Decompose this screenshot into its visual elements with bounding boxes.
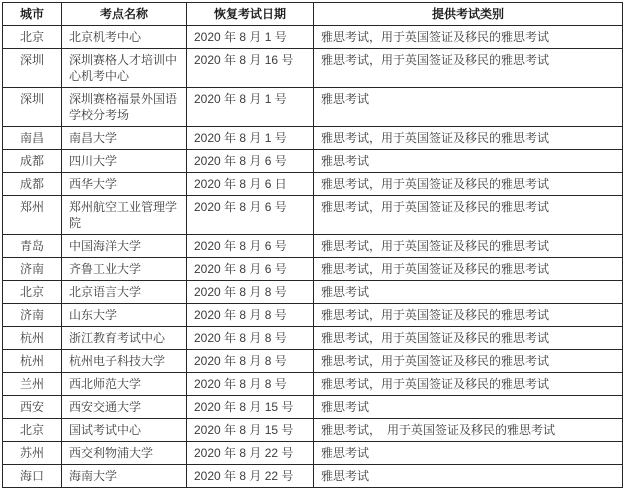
cell-exam-category: 雅思考试， 用于英国签证及移民的雅思考试	[314, 419, 623, 442]
cell-resume-date: 2020 年 8 月 15 号	[187, 396, 314, 419]
table-row	[3, 235, 623, 258]
cell-resume-date: 2020 年 8 月 1 号	[187, 26, 314, 49]
table-row	[3, 327, 623, 350]
cell-exam-category: 雅思考试，用于英国签证及移民的雅思考试	[314, 26, 623, 49]
cell-center-name: 郑州航空工业管理学院	[62, 196, 187, 235]
cell-exam-category: 雅思考试	[314, 150, 623, 173]
table-row	[3, 373, 623, 396]
cell-exam-category: 雅思考试	[314, 442, 623, 465]
cell-exam-category: 雅思考试，用于英国签证及移民的雅思考试	[314, 196, 623, 235]
cell-resume-date: 2020 年 8 月 1 号	[187, 127, 314, 150]
cell-exam-category: 雅思考试，用于英国签证及移民的雅思考试	[314, 173, 623, 196]
cell-resume-date: 2020 年 8 月 1 号	[187, 88, 314, 127]
cell-city: 兰州	[3, 373, 62, 396]
table-row	[3, 419, 623, 442]
cell-city: 深圳	[3, 49, 62, 88]
cell-center-name: 中国海洋大学	[62, 235, 187, 258]
cell-resume-date: 2020 年 8 月 6 号	[187, 196, 314, 235]
cell-resume-date: 2020 年 8 月 6 号	[187, 235, 314, 258]
cell-exam-category: 雅思考试	[314, 465, 623, 488]
cell-center-name: 西交利物浦大学	[62, 442, 187, 465]
cell-center-name: 西华大学	[62, 173, 187, 196]
cell-resume-date: 2020 年 8 月 15 号	[187, 419, 314, 442]
table-row	[3, 442, 623, 465]
cell-resume-date: 2020 年 8 月 8 号	[187, 350, 314, 373]
cell-center-name: 深圳赛格人才培训中心机考中心	[62, 49, 187, 88]
cell-city: 深圳	[3, 88, 62, 127]
table-row	[3, 396, 623, 419]
cell-city: 北京	[3, 419, 62, 442]
cell-exam-category: 雅思考试，用于英国签证及移民的雅思考试	[314, 327, 623, 350]
table-row	[3, 88, 623, 127]
cell-city: 青岛	[3, 235, 62, 258]
cell-center-name: 南昌大学	[62, 127, 187, 150]
cell-resume-date: 2020 年 8 月 8 号	[187, 281, 314, 304]
cell-city: 北京	[3, 281, 62, 304]
cell-city: 成都	[3, 173, 62, 196]
cell-city: 济南	[3, 258, 62, 281]
cell-center-name: 北京语言大学	[62, 281, 187, 304]
column-header-city: 城市	[3, 3, 62, 26]
cell-city: 郑州	[3, 196, 62, 235]
cell-resume-date: 2020 年 8 月 6 日	[187, 173, 314, 196]
cell-center-name: 海南大学	[62, 465, 187, 488]
cell-exam-category: 雅思考试	[314, 281, 623, 304]
cell-exam-category: 雅思考试	[314, 396, 623, 419]
cell-resume-date: 2020 年 8 月 22 号	[187, 442, 314, 465]
cell-center-name: 四川大学	[62, 150, 187, 173]
cell-city: 杭州	[3, 327, 62, 350]
cell-exam-category: 雅思考试，用于英国签证及移民的雅思考试	[314, 235, 623, 258]
exam-centers-table	[2, 2, 623, 488]
cell-exam-category: 雅思考试，用于英国签证及移民的雅思考试	[314, 258, 623, 281]
table-row	[3, 304, 623, 327]
cell-city: 北京	[3, 26, 62, 49]
cell-resume-date: 2020 年 8 月 6 号	[187, 258, 314, 281]
cell-city: 杭州	[3, 350, 62, 373]
cell-city: 西安	[3, 396, 62, 419]
table-row	[3, 465, 623, 488]
cell-center-name: 深圳赛格福景外国语学校分考场	[62, 88, 187, 127]
cell-city: 南昌	[3, 127, 62, 150]
table-row	[3, 281, 623, 304]
table-row	[3, 173, 623, 196]
cell-exam-category: 雅思考试，用于英国签证及移民的雅思考试	[314, 127, 623, 150]
cell-center-name: 西安交通大学	[62, 396, 187, 419]
table-row	[3, 350, 623, 373]
cell-resume-date: 2020 年 8 月 6 号	[187, 150, 314, 173]
cell-city: 苏州	[3, 442, 62, 465]
cell-center-name: 国试考试中心	[62, 419, 187, 442]
cell-center-name: 杭州电子科技大学	[62, 350, 187, 373]
cell-exam-category: 雅思考试，用于英国签证及移民的雅思考试	[314, 350, 623, 373]
table-row	[3, 127, 623, 150]
cell-exam-category: 雅思考试	[314, 88, 623, 127]
table-row	[3, 49, 623, 88]
column-header-exam-category: 提供考试类别	[314, 3, 623, 26]
cell-city: 济南	[3, 304, 62, 327]
cell-exam-category: 雅思考试，用于英国签证及移民的雅思考试	[314, 304, 623, 327]
table-row	[3, 258, 623, 281]
cell-center-name: 齐鲁工业大学	[62, 258, 187, 281]
cell-resume-date: 2020 年 8 月 22 号	[187, 465, 314, 488]
cell-resume-date: 2020 年 8 月 8 号	[187, 304, 314, 327]
table-body	[3, 26, 623, 488]
column-header-resume-date: 恢复考试日期	[187, 3, 314, 26]
cell-center-name: 北京机考中心	[62, 26, 187, 49]
header-row	[3, 3, 623, 26]
table-row	[3, 150, 623, 173]
cell-resume-date: 2020 年 8 月 8 号	[187, 373, 314, 396]
cell-center-name: 西北师范大学	[62, 373, 187, 396]
cell-city: 成都	[3, 150, 62, 173]
cell-center-name: 山东大学	[62, 304, 187, 327]
cell-resume-date: 2020 年 8 月 8 号	[187, 327, 314, 350]
cell-exam-category: 雅思考试，用于英国签证及移民的雅思考试	[314, 49, 623, 88]
cell-city: 海口	[3, 465, 62, 488]
cell-center-name: 浙江教育考试中心	[62, 327, 187, 350]
column-header-center-name: 考点名称	[62, 3, 187, 26]
cell-resume-date: 2020 年 8 月 16 号	[187, 49, 314, 88]
table-row	[3, 196, 623, 235]
cell-exam-category: 雅思考试，用于英国签证及移民的雅思考试	[314, 373, 623, 396]
table-row	[3, 26, 623, 49]
